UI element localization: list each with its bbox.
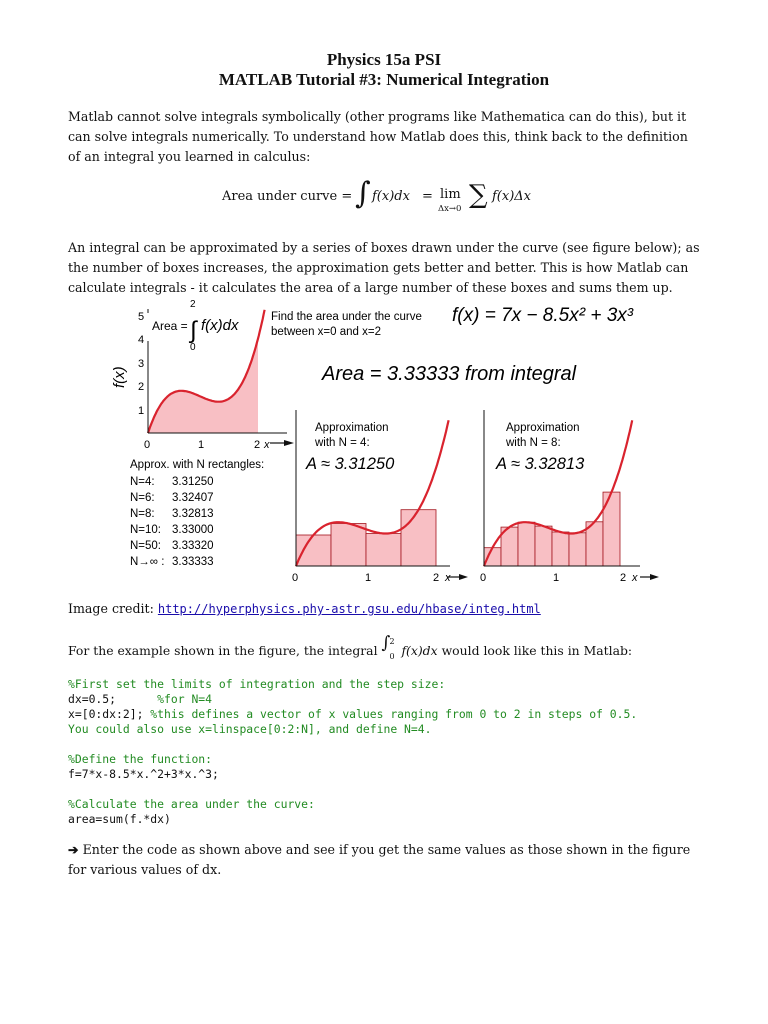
find-area-line-1: Find the area under the curve bbox=[271, 311, 422, 323]
arrow-right-icon: ➔ bbox=[68, 842, 79, 857]
code-line-f: f=7*x-8.5*x.^2+3*x.^3; bbox=[68, 767, 219, 781]
instruction-line-1-wrap bbox=[68, 840, 708, 860]
panel-n4-result: A ≈ 3.31250 bbox=[306, 455, 395, 473]
example-before: For the example shown in the figure, the integral bbox=[68, 643, 378, 658]
y-tick-4: 4 bbox=[138, 334, 145, 346]
instruction-line-2: for various values of dx. bbox=[68, 862, 222, 877]
approx-table bbox=[130, 476, 214, 568]
image-credit bbox=[68, 599, 708, 619]
main-plot bbox=[111, 299, 294, 451]
approx-row-n: N=10: bbox=[130, 524, 162, 536]
main-integral-sign-icon: ∫ bbox=[190, 317, 197, 344]
boxes-line-3: calculate integrals - it calculates the area of a large number of these boxes and sums them up. bbox=[68, 280, 673, 295]
code-comment-3: %Calculate the area under the curve: bbox=[68, 797, 315, 811]
intro-line-3: of an integral you learned in calculus: bbox=[68, 149, 311, 164]
example-lower-limit: 0 bbox=[389, 652, 395, 661]
approximation-rectangle bbox=[296, 535, 331, 566]
approx-row-n: N=50: bbox=[130, 540, 162, 552]
example-integral bbox=[381, 633, 397, 661]
boxes-line-2: the number of boxes increases, the approximation gets better and better. This is how Matlab can bbox=[68, 260, 689, 275]
approx-row-value: 3.33320 bbox=[172, 540, 214, 552]
equation-integrand: f(x)dx bbox=[372, 189, 410, 204]
main-lower-limit: 0 bbox=[190, 342, 196, 353]
approx-table-heading: Approx. with N rectangles: bbox=[130, 459, 265, 471]
panel-n8-line-1: Approximation bbox=[506, 422, 580, 434]
intro-line-2: can solve integrals numerically. To understand how Matlab does this, think back to the definition bbox=[68, 129, 688, 144]
area-result-text: Area = 3.33333 from integral bbox=[322, 363, 577, 385]
panel-n8-x-axis-label: x bbox=[632, 572, 638, 584]
panel-n4-x-tick-1: 1 bbox=[365, 572, 372, 584]
main-x-tick-2: 2 bbox=[254, 439, 261, 451]
code-comment-2: %Define the function: bbox=[68, 752, 213, 766]
equation-lim: lim bbox=[440, 187, 461, 202]
y-tick-2: 2 bbox=[138, 381, 145, 393]
panel-n4-line-1: Approximation bbox=[315, 422, 389, 434]
function-definition: f(x) = 7x − 8.5x² + 3x³ bbox=[452, 305, 634, 326]
approximation-panel-n8 bbox=[480, 410, 659, 584]
code-comment-linspace: You could also use x=linspace[0:2:N], and define N=4. bbox=[68, 722, 432, 736]
instruction-line-1: Enter the code as shown above and see if you get the same values as those shown in the figure bbox=[78, 842, 691, 857]
panel-n4-x-tick-2: 2 bbox=[433, 572, 440, 584]
main-x-axis-label: x bbox=[264, 439, 270, 451]
matlab-code-block bbox=[68, 677, 728, 827]
integral-sign-icon: ∫ bbox=[355, 176, 371, 211]
approx-row-value: 3.31250 bbox=[172, 476, 214, 488]
approximation-rectangle bbox=[366, 534, 401, 567]
panel-n8-result: A ≈ 3.32813 bbox=[496, 455, 585, 473]
find-area-line-2: between x=0 and x=2 bbox=[271, 326, 381, 338]
approximation-rectangle bbox=[552, 532, 569, 566]
main-y-axis-label: f(x) bbox=[111, 366, 128, 388]
equation-sum-term: f(x)Δx bbox=[492, 189, 532, 204]
approx-row-value: 3.32407 bbox=[172, 492, 214, 504]
panel-n4-x-axis-label: x bbox=[445, 572, 451, 584]
panel-n8-x-arrow-icon bbox=[650, 574, 659, 580]
image-credit-label: Image credit: bbox=[68, 601, 158, 616]
approx-row-value: 3.33000 bbox=[172, 524, 214, 536]
image-credit-link[interactable]: http://hyperphysics.phy-astr.gsu.edu/hbase/integ.html bbox=[157, 602, 541, 616]
code-line-dx: dx=0.5; bbox=[68, 692, 158, 706]
main-integrand: f(x)dx bbox=[201, 317, 239, 334]
panel-n8-x-tick-2: 2 bbox=[620, 572, 627, 584]
approximation-rectangle bbox=[569, 533, 586, 566]
code-comment-1: %First set the limits of integration and the step size: bbox=[68, 677, 446, 691]
example-upper-limit: 2 bbox=[389, 637, 395, 646]
equation-lim-subscript: Δx→0 bbox=[438, 204, 462, 214]
approximation-rectangle bbox=[401, 510, 436, 566]
panel-n4-x-arrow-icon bbox=[459, 574, 468, 580]
approximation-panel-n4 bbox=[292, 410, 468, 584]
y-tick-1: 1 bbox=[138, 405, 145, 417]
panel-n8-x-tick-0: 0 bbox=[480, 572, 487, 584]
example-integrand: f(x)dx bbox=[401, 643, 438, 658]
approx-row-n: N=6: bbox=[130, 492, 155, 504]
panel-n8-line-2: with N = 8: bbox=[506, 437, 561, 449]
panel-n8-x-tick-1: 1 bbox=[553, 572, 560, 584]
y-tick-3: 3 bbox=[138, 358, 145, 370]
approx-row-n: N=4: bbox=[130, 476, 155, 488]
approximation-rectangle bbox=[535, 526, 552, 566]
panel-n4-line-2: with N = 4: bbox=[315, 437, 370, 449]
summation-icon: ∑ bbox=[469, 180, 488, 210]
example-integral-sign-icon: ∫ bbox=[381, 633, 391, 653]
equation-equals: = bbox=[422, 189, 433, 204]
equation-label: Area under curve = bbox=[222, 189, 353, 204]
main-x-tick-0: 0 bbox=[144, 439, 151, 451]
intro-line-1: Matlab cannot solve integrals symbolically (other programs like Mathematica can do this), but it bbox=[68, 109, 687, 124]
instruction-paragraph bbox=[68, 840, 708, 880]
approximation-rectangle bbox=[331, 524, 366, 567]
example-after: would look like this in Matlab: bbox=[441, 643, 633, 658]
approx-row-n: N→∞ : bbox=[130, 556, 165, 568]
code-comment-n4: %for N=4 bbox=[157, 692, 213, 706]
approx-row-value: 3.33333 bbox=[172, 556, 214, 568]
approximation-rectangle bbox=[484, 548, 501, 566]
main-area-label: Area = bbox=[152, 319, 188, 333]
approx-row-value: 3.32813 bbox=[172, 508, 214, 520]
example-sentence bbox=[68, 633, 708, 661]
panel-n4-x-tick-0: 0 bbox=[292, 572, 299, 584]
code-line-area: area=sum(f.*dx) bbox=[68, 812, 171, 826]
code-line-x: x=[0:dx:2]; bbox=[68, 707, 151, 721]
approx-row-n: N=8: bbox=[130, 508, 155, 520]
boxes-line-1: An integral can be approximated by a series of boxes drawn under the curve (see figure below); as bbox=[68, 240, 700, 255]
main-x-tick-1: 1 bbox=[198, 439, 205, 451]
y-tick-5: 5 bbox=[138, 311, 145, 323]
document-subtitle: MATLAB Tutorial #3: Numerical Integration bbox=[218, 70, 550, 89]
code-comment-x: %this defines a vector of x values ranging from 0 to 2 in steps of 0.5. bbox=[150, 707, 638, 721]
main-upper-limit: 2 bbox=[190, 299, 196, 310]
approximation-rectangle bbox=[518, 522, 535, 566]
document-title: Physics 15a PSI bbox=[326, 50, 442, 69]
